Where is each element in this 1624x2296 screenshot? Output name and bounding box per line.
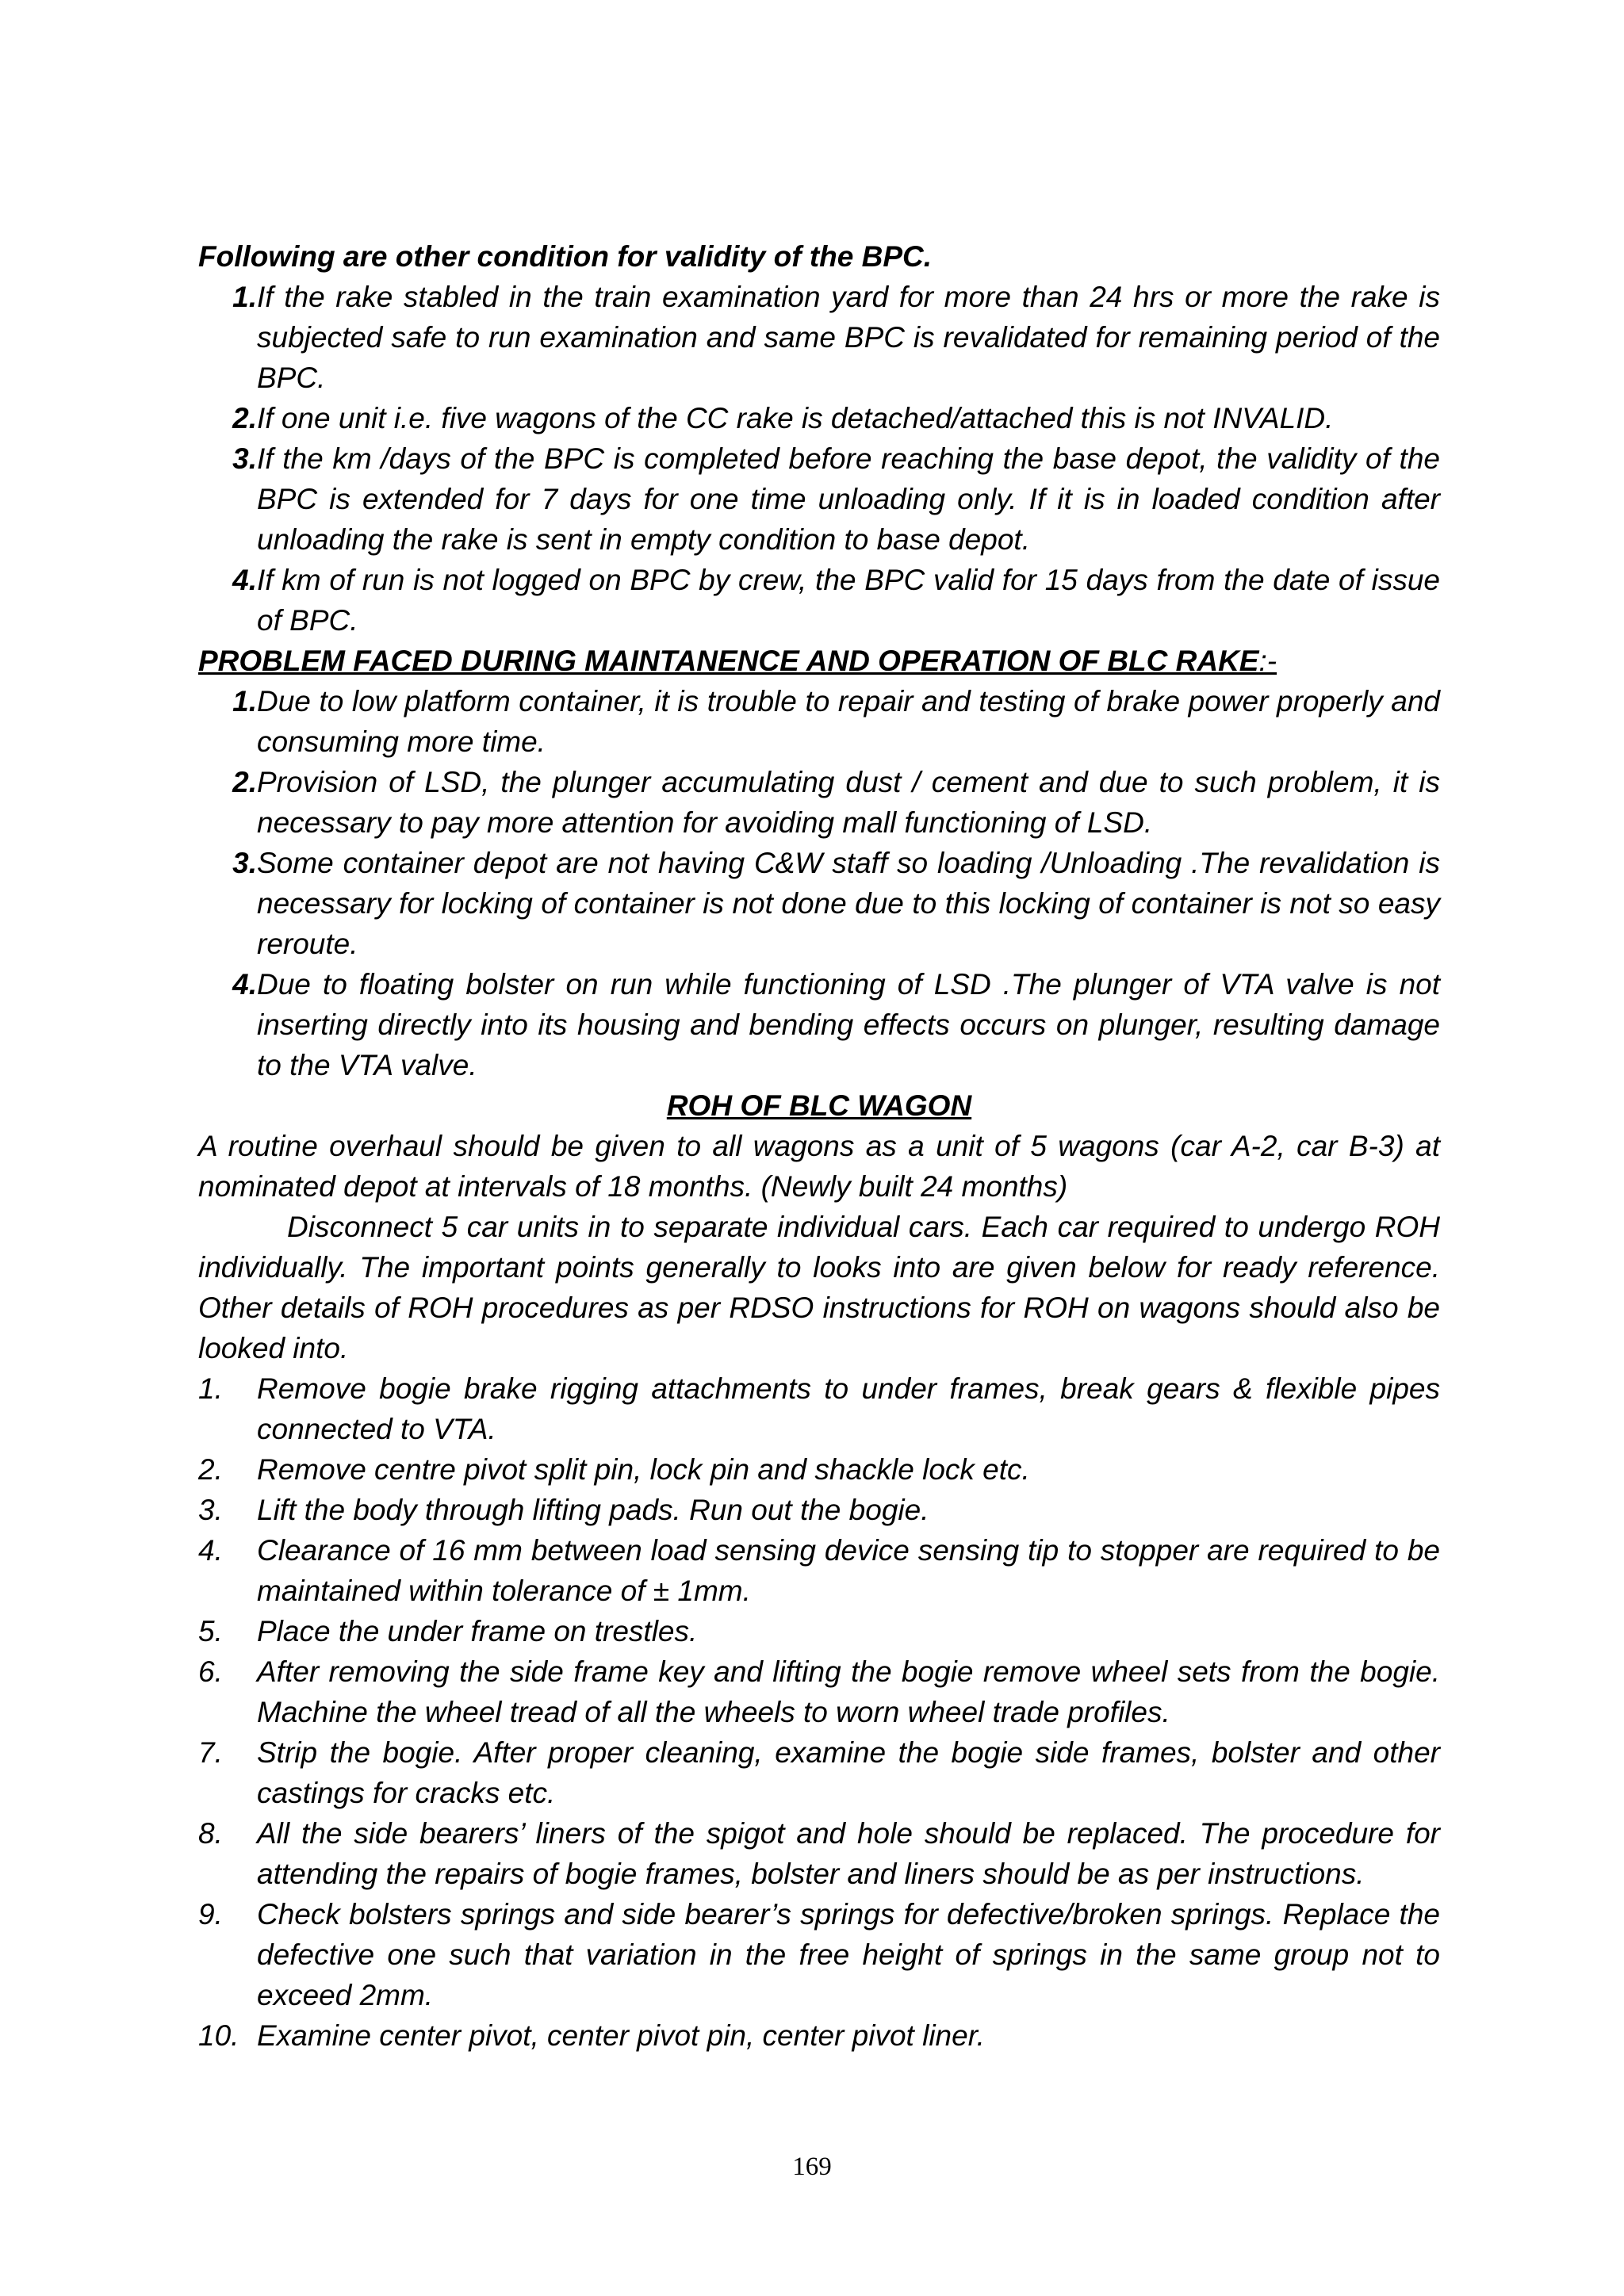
list-item [198, 438, 1440, 560]
list-number: 4. [232, 968, 257, 1001]
list-item [198, 2015, 1440, 2056]
list-item [198, 1368, 1440, 1449]
list-number: 7. [198, 1736, 223, 1769]
problems-heading [198, 641, 1440, 681]
validity-conditions-list [198, 277, 1440, 641]
list-item [198, 560, 1440, 641]
list-text: Some container depot are not having C&W staff so loading /Unloading .The revalidation is necessary for locking of container is not done due to this locking of container is not so easy reroute. [257, 847, 1440, 960]
list-text: Remove bogie brake rigging attachments to under frames, break gears & flexible pipes connected to VTA. [257, 1372, 1440, 1445]
list-item [198, 964, 1440, 1085]
list-number: 9. [198, 1898, 223, 1931]
roh-paragraph-intro: A routine overhaul should be given to all wagons as a unit of 5 wagons (car A-2, car B-3) at nominated depot at intervals of 18 months. (Newly built 24 months) [198, 1130, 1440, 1203]
list-number: 10. [198, 2019, 239, 2052]
problems-list [198, 681, 1440, 1085]
list-number: 6. [198, 1655, 223, 1688]
list-number: 2. [232, 402, 257, 434]
list-number: 4. [198, 1534, 223, 1567]
list-item [198, 1732, 1440, 1813]
list-text: If the rake stabled in the train examination yard for more than 24 hrs or more the rake is subjected safe to run examination and same BPC is revalidated for remaining period of the BPC. [257, 281, 1440, 394]
list-text: Due to floating bolster on run while functioning of LSD .The plunger of VTA valve is not inserting directly into its housing and bending effects occurs on plunger, resulting damage to the VTA valve. [257, 968, 1440, 1081]
list-item [198, 277, 1440, 398]
list-number: 2. [198, 1453, 223, 1486]
list-item [198, 1813, 1440, 1894]
list-item [198, 1530, 1440, 1611]
list-number: 3. [198, 1494, 223, 1526]
list-item [198, 1894, 1440, 2015]
list-text: After removing the side frame key and lifting the bogie remove wheel sets from the bogie. Machine the wheel tread of all the wheels to worn wheel trade profiles. [257, 1655, 1440, 1728]
list-item [198, 1490, 1440, 1530]
list-item [198, 1449, 1440, 1490]
list-text: Remove centre pivot split pin, lock pin and shackle lock etc. [257, 1453, 1030, 1486]
document-page [198, 236, 1440, 2056]
roh-heading: ROH OF BLC WAGON [666, 1089, 972, 1122]
list-number: 8. [198, 1817, 223, 1850]
list-number: 5. [198, 1615, 223, 1647]
validity-heading: Following are other condition for validity of the BPC. [198, 240, 933, 273]
roh-steps-list [198, 1368, 1440, 2056]
list-number: 1. [232, 685, 257, 718]
list-text: Provision of LSD, the plunger accumulating dust / cement and due to such problem, it is necessary to pay more attention for avoiding mall functioning of LSD. [257, 766, 1440, 839]
list-item [198, 843, 1440, 964]
list-item [198, 1651, 1440, 1732]
list-number: 3. [232, 442, 257, 475]
problems-heading-text: PROBLEM FACED DURING MAINTANENCE AND OPERATION OF BLC RAKE [198, 645, 1259, 677]
list-text: Examine center pivot, center pivot pin, center pivot liner. [257, 2019, 985, 2052]
list-item [198, 762, 1440, 843]
list-item [198, 1611, 1440, 1651]
list-number: 1. [232, 281, 257, 313]
list-text: Place the under frame on trestles. [257, 1615, 698, 1647]
list-text: If the km /days of the BPC is completed before reaching the base depot, the validity of the BPC is extended for 7 days for one time unloading only. If it is in loaded condition after unloading the rake is sent in empty condition to base depot. [257, 442, 1440, 556]
list-number: 3. [232, 847, 257, 879]
list-text: Check bolsters springs and side bearer’s springs for defective/broken springs. Replace the defective one such that variation in the free height of springs in the same group not to exceed 2mm. [257, 1898, 1440, 2011]
list-text: Lift the body through lifting pads. Run out the bogie. [257, 1494, 929, 1526]
list-item [198, 398, 1440, 438]
list-number: 1. [198, 1372, 223, 1405]
list-text: Strip the bogie. After proper cleaning, examine the bogie side frames, bolster and other castings for cracks etc. [257, 1736, 1440, 1809]
page-number: 169 [792, 2152, 832, 2181]
list-text: All the side bearers’ liners of the spigot and hole should be replaced. The procedure for attending the repairs of bogie frames, bolster and liners should be as per instructions. [257, 1817, 1440, 1890]
list-number: 4. [232, 564, 257, 596]
list-text: Due to low platform container, it is trouble to repair and testing of brake power properly and consuming more time. [257, 685, 1440, 758]
roh-paragraph-details: Disconnect 5 car units in to separate individual cars. Each car required to undergo ROH individually. The important points generally to looks into are given below for ready reference. Other details of ROH procedures as per RDSO instructions for ROH on wagons should also be looked into. [198, 1211, 1440, 1364]
list-text: If km of run is not logged on BPC by crew, the BPC valid for 15 days from the date of issue of BPC. [257, 564, 1440, 637]
list-text: If one unit i.e. five wagons of the CC rake is detached/attached this is not INVALID. [257, 402, 1334, 434]
problems-heading-suffix: :- [1258, 645, 1277, 677]
list-text: Clearance of 16 mm between load sensing device sensing tip to stopper are required to be maintained within tolerance of ± 1mm. [257, 1534, 1440, 1607]
list-number: 2. [232, 766, 257, 798]
list-item [198, 681, 1440, 762]
